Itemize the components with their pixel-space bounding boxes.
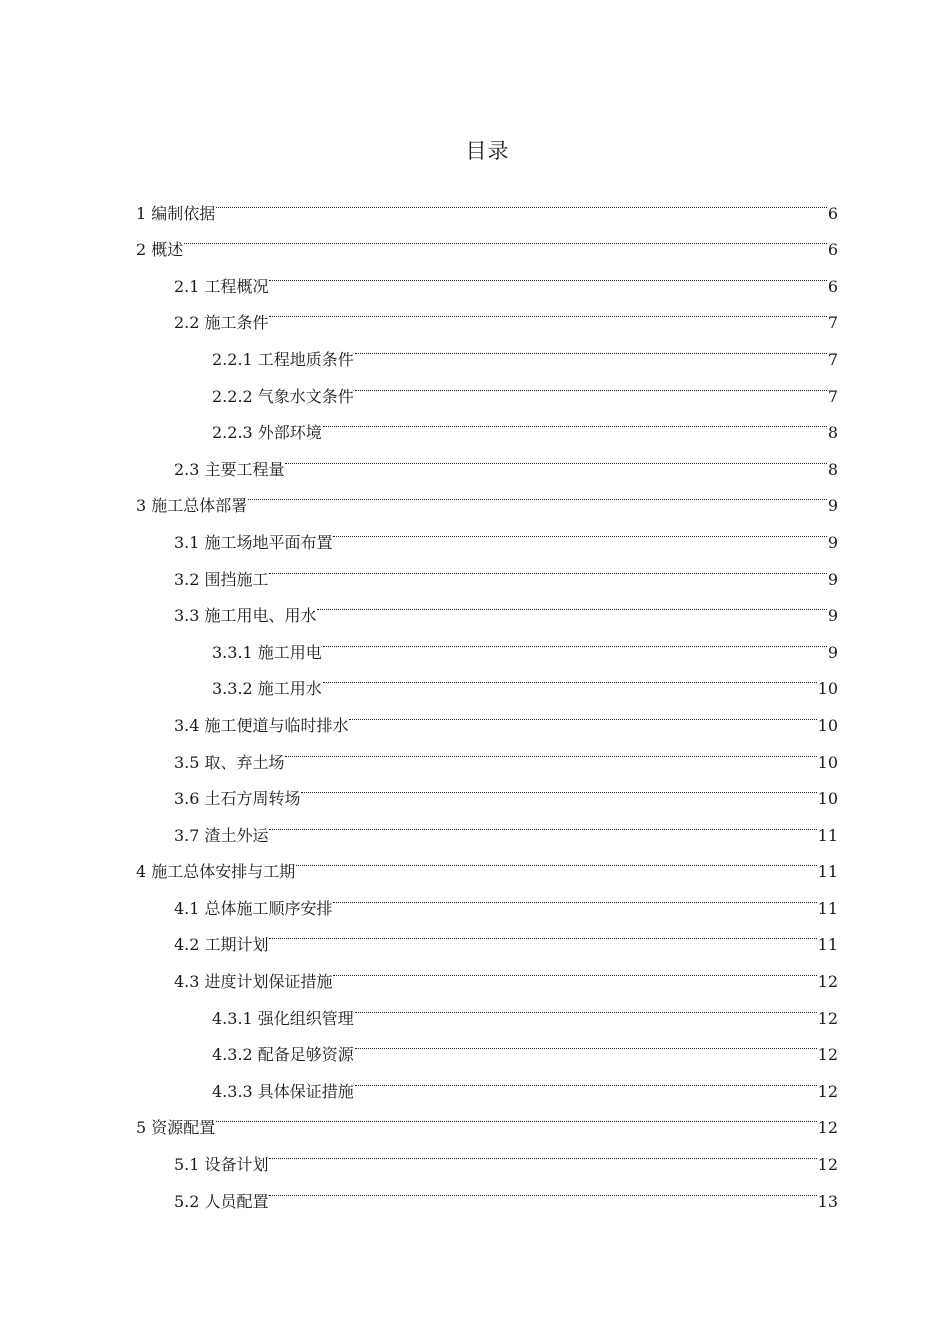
toc-entry-page-number: 11 [817,825,838,845]
toc-entry-label: 配备足够资源 [257,1045,354,1065]
toc-entry-page-number: 8 [827,423,838,443]
toc-dot-leader [269,914,816,951]
toc-entry-number: 4.1 [174,898,200,918]
toc-entry-label: 总体施工顺序安排 [204,898,333,918]
toc-entry-page-number: 10 [817,752,838,772]
toc-entry-page-number: 9 [827,606,838,626]
toc-entry-label: 概述 [151,240,184,260]
toc-dot-leader [216,1097,816,1134]
toc-dot-leader [285,438,826,475]
toc-entry-number: 4 [136,862,147,882]
toc-dot-leader [184,219,827,256]
toc-entry-page-number: 12 [817,1045,838,1065]
toc-entry-label: 施工用水 [257,679,322,699]
toc-entry-number: 2.2 [174,313,200,333]
toc-entry-number: 5.1 [174,1155,200,1175]
toc-entry-number: 4.3.2 [212,1045,253,1065]
toc-entry-number: 3.3 [174,606,200,626]
toc-entry-page-number: 9 [827,642,838,662]
toc-entry-label: 施工用电 [257,642,322,662]
toc-entry-number: 3.5 [174,752,200,772]
toc-entry-label: 具体保证措施 [257,1081,354,1101]
toc-entry-page-number: 6 [827,240,838,260]
toc-entry-label: 施工总体部署 [151,496,248,516]
toc-dot-leader [333,877,816,914]
toc-dot-leader [355,987,817,1024]
toc-dot-leader [323,658,817,695]
toc-dot-leader [355,1060,817,1097]
toc-entry-number: 3 [136,496,147,516]
toc-entry-label: 渣土外运 [204,825,269,845]
toc-dot-leader [333,950,816,987]
toc-entry-number: 2.2.2 [212,386,253,406]
toc-entry-label: 外部环境 [257,423,322,443]
toc-entry[interactable] [136,1133,838,1175]
toc-entry[interactable] [136,255,838,296]
toc-entry-number: 3.3.2 [212,679,253,699]
toc-dot-leader [355,328,827,365]
toc-entry[interactable] [136,182,838,223]
toc-entry-label: 围挡施工 [204,569,269,589]
toc-entry-page-number: 10 [817,789,838,809]
toc-entry[interactable] [136,219,838,260]
toc-entry-page-number: 12 [817,972,838,992]
toc-dot-leader [269,1133,816,1170]
toc-dot-leader [269,804,816,841]
toc-entry-number: 2.3 [174,459,200,479]
toc-entry-number: 4.2 [174,935,200,955]
toc-entry-label: 气象水文条件 [257,386,354,406]
toc-entry-number: 2.2.1 [212,349,253,369]
toc-entry-page-number: 12 [817,1081,838,1101]
toc-entry[interactable] [136,1097,838,1138]
toc-entry-page-number: 8 [827,459,838,479]
toc-entry-page-number: 10 [817,715,838,735]
toc-entry-number: 3.7 [174,825,200,845]
toc-entry-number: 2 [136,240,147,260]
toc-entry-label: 设备计划 [204,1155,269,1175]
toc-dot-leader [323,621,827,658]
toc-entry-number: 4.3 [174,972,200,992]
toc-entry-page-number: 7 [827,386,838,406]
toc-dot-leader [248,475,827,512]
toc-entry-label: 工期计划 [204,935,269,955]
toc-entry-page-number: 12 [817,1008,838,1028]
toc-entry-label: 施工便道与临时排水 [204,715,349,735]
toc-entry-number: 3.6 [174,789,200,809]
toc-entry-number: 2.2.3 [212,423,253,443]
toc-entry-page-number: 7 [827,313,838,333]
toc-dot-leader [216,182,827,219]
toc-entry-number: 2.1 [174,276,200,296]
toc-entry-label: 资源配置 [151,1118,216,1138]
toc-entry-page-number: 7 [827,349,838,369]
toc-entry-number: 5 [136,1118,147,1138]
toc-dot-leader [317,585,826,622]
toc-entry-page-number: 9 [827,532,838,552]
toc-entry-label: 编制依据 [151,203,216,223]
toc-entry-page-number: 6 [827,203,838,223]
toc-entry-number: 4.3.1 [212,1008,253,1028]
table-of-contents [136,182,838,1211]
toc-entry-number: 1 [136,203,147,223]
toc-entry-page-number: 13 [817,1191,838,1211]
toc-entry-page-number: 9 [827,569,838,589]
toc-entry-page-number: 11 [817,898,838,918]
toc-entry-page-number: 11 [817,935,838,955]
toc-entry-number: 4.3.3 [212,1081,253,1101]
toc-entry-label: 取、弃土场 [204,752,285,772]
toc-dot-leader [269,548,826,585]
toc-dot-leader [301,768,816,805]
toc-dot-leader [333,511,826,548]
toc-entry-label: 工程概况 [204,276,269,296]
toc-entry-label: 人员配置 [204,1191,269,1211]
toc-dot-leader [285,731,816,768]
toc-entry-page-number: 11 [817,862,838,882]
toc-entry-number: 3.1 [174,532,200,552]
toc-entry-page-number: 12 [817,1155,838,1175]
toc-dot-leader [355,365,827,402]
toc-entry-page-number: 6 [827,276,838,296]
toc-entry-label: 施工用电、用水 [204,606,317,626]
toc-entry-number: 3.4 [174,715,200,735]
toc-entry-page-number: 12 [817,1118,838,1138]
toc-entry-label: 土石方周转场 [204,789,301,809]
toc-entry-page-number: 9 [827,496,838,516]
toc-entry-label: 施工场地平面布置 [204,532,333,552]
toc-entry-page-number: 10 [817,679,838,699]
toc-entry-number: 3.2 [174,569,200,589]
toc-entry-label: 主要工程量 [204,459,285,479]
toc-dot-leader [355,1024,817,1061]
toc-dot-leader [269,255,826,292]
toc-title: 目录 [465,139,510,163]
toc-dot-leader [349,694,816,731]
toc-entry-label: 施工条件 [204,313,269,333]
toc-entry-label: 进度计划保证措施 [204,972,333,992]
toc-entry-label: 施工总体安排与工期 [151,862,296,882]
toc-dot-leader [269,1170,816,1207]
toc-dot-leader [296,841,816,878]
toc-dot-leader [323,402,827,439]
toc-entry-label: 工程地质条件 [257,349,354,369]
toc-dot-leader [269,292,826,329]
toc-entry-number: 5.2 [174,1191,200,1211]
toc-entry-label: 强化组织管理 [257,1008,354,1028]
toc-entry-number: 3.3.1 [212,642,253,662]
